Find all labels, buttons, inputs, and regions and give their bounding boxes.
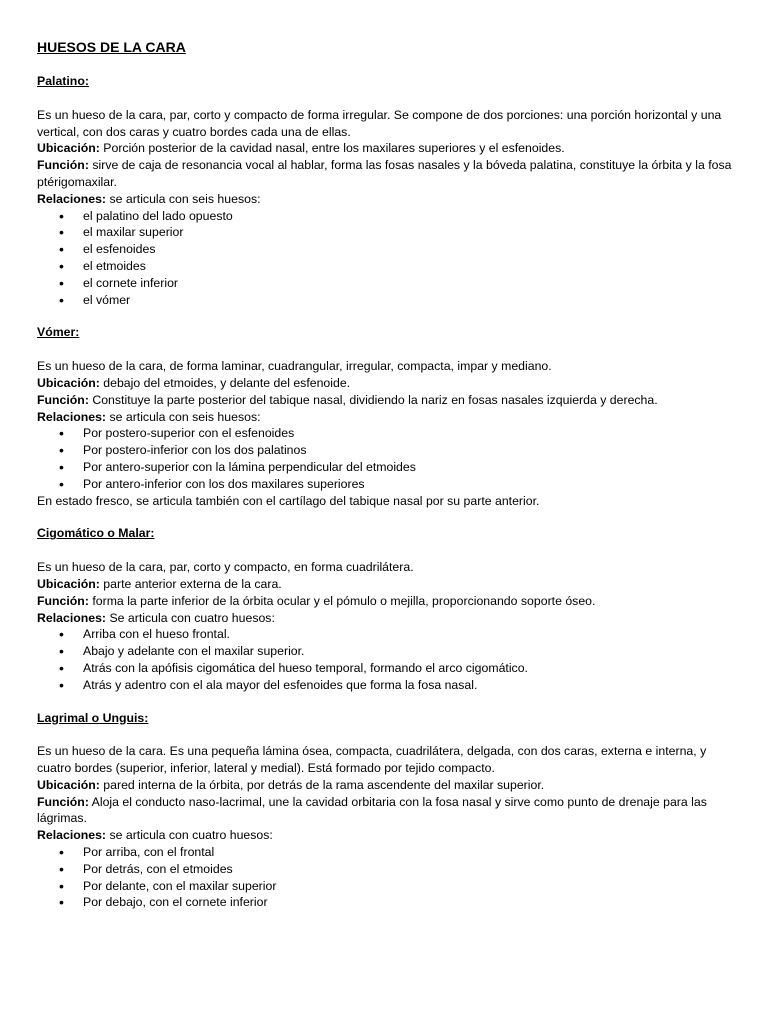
ubicacion-line xyxy=(37,140,738,157)
section-vomer xyxy=(37,324,738,509)
funcion-label: Función: xyxy=(37,392,89,407)
list-item: • Atrás con la apófisis cigomática del hueso temporal, formando el arco cigomático. xyxy=(59,660,738,677)
relaciones-label: Relaciones: xyxy=(37,191,107,206)
list-item: • el esfenoides xyxy=(59,241,738,258)
section-heading: Cigomático o Malar: xyxy=(37,526,155,541)
ubicacion-label: Ubicación: xyxy=(37,576,100,591)
funcion-text: Constituye la parte posterior del tabique nasal, dividiendo la nariz en fosas nasales izquierda y derecha. xyxy=(88,392,658,407)
list-item: • el maxilar superior xyxy=(59,224,738,241)
section-intro: Es un hueso de la cara. Es una pequeña lámina ósea, compacta, cuadrilátera, delgada, con dos caras, externa e interna, y cuatro bordes (superior, inferior, lateral y medial). Está formado por tejido compacto. xyxy=(37,744,707,776)
relaciones-line xyxy=(37,409,738,426)
list-item: • Por antero-superior con la lámina perpendicular del etmoides xyxy=(59,459,738,476)
relaciones-line xyxy=(37,191,738,208)
relaciones-text: se articula con cuatro huesos: xyxy=(106,828,273,843)
section-cigomatico xyxy=(37,525,738,693)
section-lagrimal xyxy=(37,710,738,912)
funcion-label: Función: xyxy=(37,158,89,173)
funcion-line xyxy=(37,392,738,409)
section-note: En estado fresco, se articula también con el cartílago del tabique nasal por su parte anterior. xyxy=(37,493,540,508)
section-intro: Es un hueso de la cara, par, corto y compacto, en forma cuadrilátera. xyxy=(37,560,414,575)
list-item: • el vómer xyxy=(59,292,738,309)
list-item: • Atrás y adentro con el ala mayor del esfenoides que forma la fosa nasal. xyxy=(59,677,738,694)
ubicacion-line xyxy=(37,375,738,392)
list-item: • el etmoides xyxy=(59,258,738,275)
list-item: • Por postero-inferior con los dos palatinos xyxy=(59,442,738,459)
relaciones-line xyxy=(37,610,738,627)
list-item: • el cornete inferior xyxy=(59,275,738,292)
relaciones-label: Relaciones: xyxy=(37,828,107,843)
funcion-text: forma la parte inferior de la órbita ocular y el pómulo o mejilla, proporcionando soporte óseo. xyxy=(88,593,596,608)
funcion-line xyxy=(37,794,738,828)
list-item: • Por antero-inferior con los dos maxilares superiores xyxy=(59,476,738,493)
section-heading: Lagrimal o Unguis: xyxy=(37,710,149,725)
ubicacion-text: Porción posterior de la cavidad nasal, entre los maxilares superiores y el esfenoides. xyxy=(99,141,565,156)
ubicacion-label: Ubicación: xyxy=(37,141,100,156)
relaciones-label: Relaciones: xyxy=(37,409,107,424)
relaciones-list xyxy=(37,425,738,492)
relaciones-label: Relaciones: xyxy=(37,610,107,625)
ubicacion-line xyxy=(37,777,738,794)
ubicacion-text: parte anterior externa de la cara. xyxy=(99,576,282,591)
ubicacion-label: Ubicación: xyxy=(37,375,100,390)
ubicacion-line xyxy=(37,576,738,593)
funcion-text: sirve de caja de resonancia vocal al hablar, forma las fosas nasales y la bóveda palatina, constituye la órbita y la fosa ptérigomaxilar. xyxy=(37,158,732,189)
list-item: • Por detrás, con el etmoides xyxy=(59,861,738,878)
relaciones-list xyxy=(37,626,738,693)
ubicacion-text: pared interna de la órbita, por detrás de la rama ascendente del maxilar superior. xyxy=(99,777,545,792)
ubicacion-text: debajo del etmoides, y delante del esfenoide. xyxy=(99,375,351,390)
list-item: • Por arriba, con el frontal xyxy=(59,844,738,861)
list-item: • Abajo y adelante con el maxilar superior. xyxy=(59,643,738,660)
list-item: • el palatino del lado opuesto xyxy=(59,208,738,225)
relaciones-text: se articula con seis huesos: xyxy=(106,191,261,206)
list-item: • Arriba con el hueso frontal. xyxy=(59,626,738,643)
funcion-label: Función: xyxy=(37,593,89,608)
funcion-line xyxy=(37,593,738,610)
ubicacion-label: Ubicación: xyxy=(37,777,100,792)
relaciones-text: Se articula con cuatro huesos: xyxy=(106,610,275,625)
list-item: • Por postero-superior con el esfenoides xyxy=(59,425,738,442)
funcion-text: Aloja el conducto naso-lacrimal, une la cavidad orbitaria con la fosa nasal y sirve como punto de drenaje para las lágrimas. xyxy=(37,794,707,826)
section-heading: Vómer: xyxy=(37,325,80,340)
section-heading: Palatino: xyxy=(37,74,89,88)
funcion-line xyxy=(37,157,738,191)
relaciones-list xyxy=(37,208,738,309)
document-title: HUESOS DE LA CARA xyxy=(37,39,186,55)
relaciones-line xyxy=(37,827,738,844)
section-intro: Es un hueso de la cara, de forma laminar, cuadrangular, irregular, compacta, impar y mediano. xyxy=(37,359,552,374)
list-item: • Por delante, con el maxilar superior xyxy=(59,878,738,895)
list-item: • Por debajo, con el cornete inferior xyxy=(59,894,738,911)
funcion-label: Función: xyxy=(37,794,89,809)
relaciones-list xyxy=(37,844,738,911)
relaciones-text: se articula con seis huesos: xyxy=(106,409,261,424)
section-palatino xyxy=(37,73,738,308)
section-intro: Es un hueso de la cara, par, corto y compacto de forma irregular. Se compone de dos porciones: una porción horizontal y una vertical, con dos caras y cuatro bordes cada una de ellas. xyxy=(37,107,722,139)
